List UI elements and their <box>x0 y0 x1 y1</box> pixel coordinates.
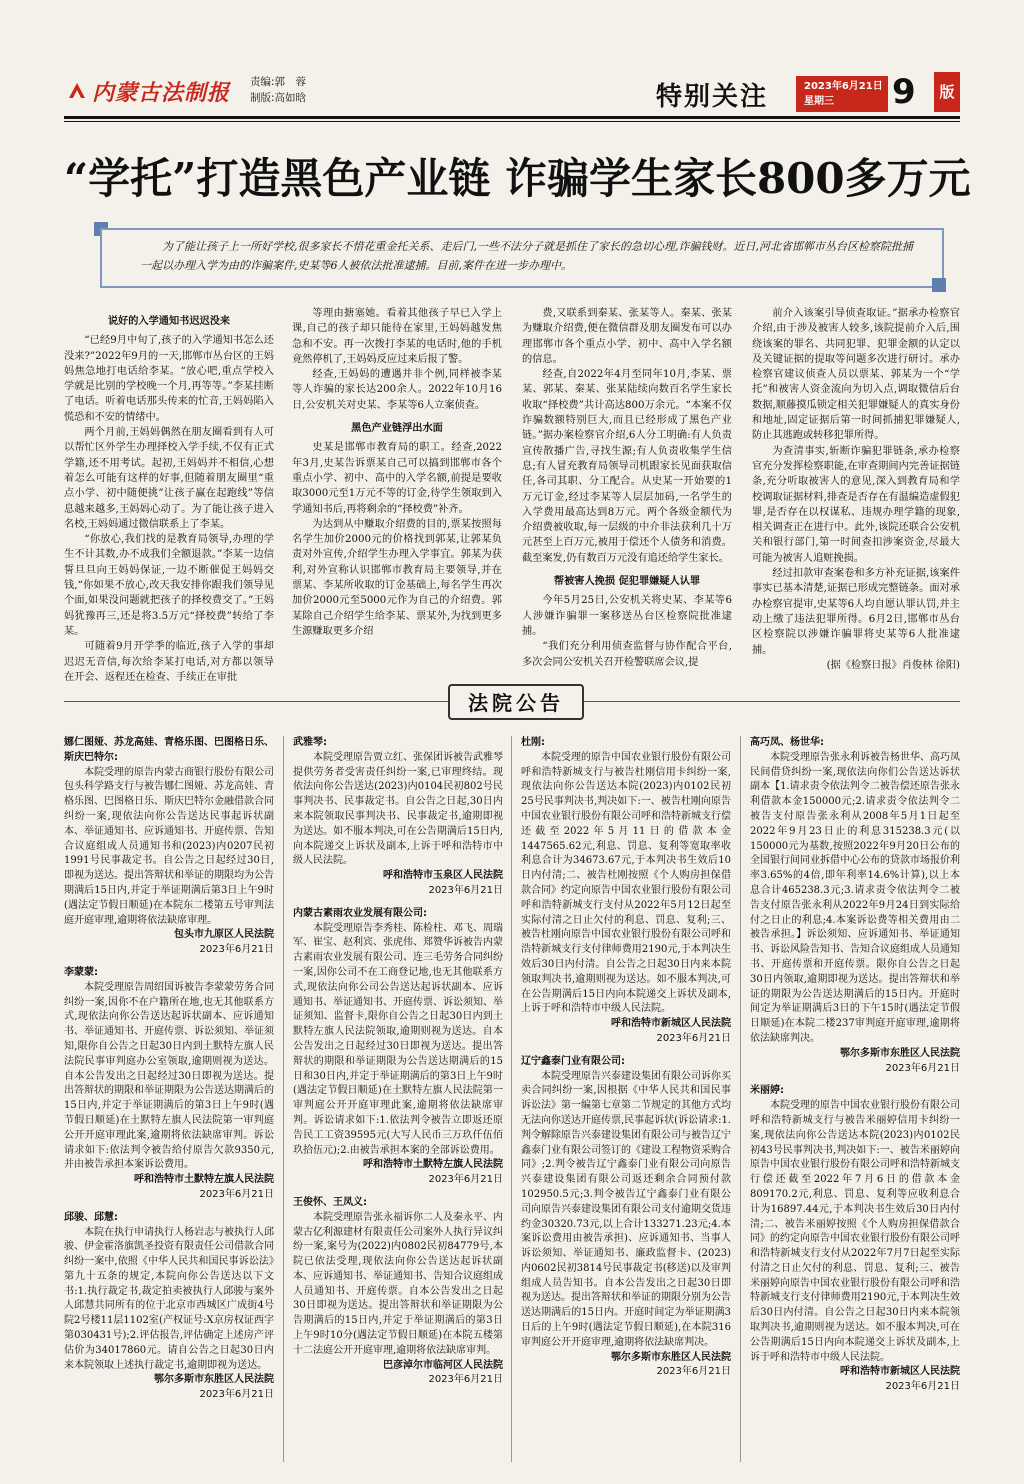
notice-body: 本院受理原告兴泰建设集团有限公司诉你买卖合同纠纷一案,因根据《中华人民共和国民事诉讼法》第一编第七章第二节规定的其他方式均无法向你送达开庭传票,民事起诉状(诉讼请求:1.判令解除原告兴泰建设集团有限公司与被告辽宁鑫泰门业有限公司签订的《建设工程物资采购合同》;2.判令被告辽宁鑫泰门业有限公司向原告兴泰建设集团有限公司返还剩余合同预付款102950.5元;3.判令被告辽宁鑫泰门业有限公司向原告兴泰建设集团有限公司支付逾期交货违约金30320.73元,以上合计133271.23元;4.本案诉讼费用由被告承担)、应诉通知书、当事人诉讼须知、举证通知书、廉政监督卡、(2023)内0602民初3814号民事裁定书(移送)以及审判组成人员告知书。自本公告发出之日起30日即视为送达。提出答辩状和举证的期限分别为公告送达期满后的15日内。开庭时间定为举证期满3日后的上午9时(遇法定节假日顺延),在本院316审判庭公开开庭审理,逾期将依法缺席判决。 <box>521 1070 731 1348</box>
article-paragraph: 经过扣款审查案卷和多方补充证据,该案件事实已基本清楚,证据已形成完整链条。面对承办检察官提审,史某等6人均自愿认罪认罚,并主动上缴了违法犯罪所得。6月2日,邯郸市丛台区检察院以涉嫌诈骗罪将史某等6人批准逮捕。 <box>752 568 960 656</box>
notice-body: 本院受理原告张永利诉被告杨世华、高巧凤民间借贷纠纷一案,现依法向你们公告送达诉状副本【1.请求责令依法判令二被告偿还原告张永利借款本金150000元;2.请求责令依法判令二被告支付原告张永利从2008年5月1日起至2022年9月23日止的利息315238.3元(以150000元为基数,按照2022年9月20日公布的全国银行间同业拆借中心公布的贷款市场报价利率3.65%的4倍,即年利率14.6%计算),以上本息合计465238.3元;3.请求责令依法判令二被告支付原告张永利从2022年9月24日到实际给付之日止的利息;4.本案诉讼费等相关费用由二被告承担。】诉讼须知、应诉通知书、举证通知书、诉讼风险告知书、告知合议庭组成人员通知书、开庭传票和开庭传票。限你自公告之日起30日内领取,逾期即视为送达。提出答辩状和举证的期限为公告送达期满后的15日内。开庭时间定为举证期满后3日的下午15时(遇法定节假日顺延)在本院二楼237审判庭开庭审理,逾期将依法缺席判决。 <box>750 751 960 1044</box>
notice-addressee: 高巧凤、杨世华: <box>750 737 824 748</box>
notice-body: 本院在执行申请执行人杨岩志与被执行人邱骏、伊金霍洛旗凯圣投资有限责任公司借款合同纠纷一案中,依照《中华人民共和国民事诉讼法》第九十五条的规定,本院向你公告送达以下文书:1.执行裁定书,裁定拍卖被执行人邱骏与案外人邱慧共同所有的位于北京市西城区广成街4号院2号楼11层1102室(产权证号:X京房权证西字第030431号);2.评估报告,评估确定上述房产评估价为34017860元。请自公告之日起30日内来本院领取上述执行裁定书,逾期即视为送达。 <box>64 1226 274 1371</box>
court-notice <box>521 736 731 1047</box>
producer-credit: 制版:高如晗 <box>250 92 307 104</box>
article-paragraph: 前介入该案引导侦查取证。”据承办检察官介绍,由于涉及被害人较多,该院提前介入后,围绕该案的罪名、共同犯罪、犯罪金额的认定以及关键证据的提取等问题多次进行研讨。承办检察官建议侦查人员以票某、郭某为一个“学托”和被害人资金流向为切入点,调取微信后台数据,顺藤摸瓜锁定相关犯罪嫌疑人的真实身份和地址,固定证据后第一时间抓捕犯罪嫌疑人,防止其逃跑或转移犯罪所得。 <box>752 308 960 442</box>
article-paragraph: 为查清事实,斩断诈骗犯罪链条,承办检察官充分发挥检察职能,在审查期间内完善证据链条,充分听取被害人的意见,深入到教育局和学校调取证据材料,排查是否存在有温编造虚假犯罪,是否存在以权谋私、违规办理学籍的现象,相关调查正在进行中。此外,该院还联合公安机关和银行部门,第一时间查扣涉案资金,尽最大可能为被害人追赃挽损。 <box>752 445 960 564</box>
column-divider <box>511 736 512 1462</box>
notice-column-4 <box>750 736 960 1462</box>
section-name: 特别关注 <box>656 82 769 112</box>
article-column-3 <box>522 306 732 668</box>
article-lead: 为了能让孩子上一所好学校,很多家长不惜花重金托关系、走后门,一些不法分子就是抓住了家长的急切心理,诈骗钱财。近日,河北省邯郸市丛台区检察院批捕一起以办理入学为由的诈骗案件,史某等6人被依法批准逮捕。目前,案件在进一步办理中。 <box>140 240 913 272</box>
notice-court: 鄂尔多斯市东胜区人民法院 <box>611 1351 731 1363</box>
article-paragraph: 等理由搪塞她。看着其他孩子早已入学上课,自己的孩子却只能待在家里,王妈妈越发焦急和不安。再一次拨打李某的电话时,他的手机竟然停机了,王妈妈反应过来后报了警。 <box>292 308 502 365</box>
article-column-2 <box>292 306 502 658</box>
notice-addressee: 内蒙古素雨农业发展有限公司: <box>293 907 427 919</box>
notice-court: 呼和浩特市玉泉区人民法院 <box>383 870 503 882</box>
header-rule <box>64 116 960 119</box>
section-subheading: 帮被害人挽损 促犯罪嫌疑人认罪 <box>553 576 701 588</box>
credits <box>250 74 306 106</box>
notice-date: 2023年6月21日 <box>656 1366 731 1378</box>
editor-credit: 责编:郭 蓉 <box>250 76 307 88</box>
article-paragraph: 史某是邯郸市教育局的职工。经查,2022年3月,史某告诉票某自己可以搞到邯郸市各个重点小学、初中、高中的入学名额,前提是要收取3000元至1万元不等的订金,待学生领取到入学通知书后,再将剩余的“择校费”补齐。 <box>292 442 502 515</box>
notice-addressee: 娜仁图娅、苏龙高娃、青格乐图、巴图格日乐、斯庆巴特尔: <box>64 737 274 763</box>
notice-column-1 <box>64 736 274 1462</box>
notice-date: 2023年6月21日 <box>199 1389 274 1401</box>
newspaper-logo <box>66 74 241 108</box>
notice-body: 本院受理的原告内蒙古商银行股份有限公司包头科学路支行与被告娜仁图娅、苏龙高娃、青格乐图、巴图格日乐、斯庆巴特尔金融借款合同纠纷一案,现依法向你公告送达民事起诉状副本、举证通知书、应诉通知书、开庭传票、告知合议庭组成人员通知书和(2023)内0207民初1991号民事裁定书。自公告之日起经过30日,即视为送达。提出答辩状和举证的期限均为公告期满后15日内,并定于举证期满后第3日上午9时(遇法定节假日顺延)在本院东二楼第五号审判法庭开庭审理,逾期将依法缺席审理。 <box>64 766 274 926</box>
court-notice <box>64 1211 274 1403</box>
notice-court: 包头市九原区人民法院 <box>174 929 274 941</box>
article-column-1 <box>64 306 274 683</box>
notice-date: 2023年6月21日 <box>428 1374 503 1386</box>
notice-addressee: 辽宁鑫泰门业有限公司: <box>521 1055 625 1067</box>
section-subheading: 黑色产业链浮出水面 <box>351 423 443 435</box>
court-notice <box>64 736 274 958</box>
court-notice <box>293 907 503 1188</box>
article-paragraph: “我们充分利用侦查监督与协作配合平台,多次会同公安机关召开检警联席会议,提 <box>522 641 732 668</box>
notice-column-3 <box>521 736 731 1462</box>
notice-court: 呼和浩特市新城区人民法院 <box>611 1018 731 1030</box>
notice-date: 2023年6月21日 <box>885 1381 960 1393</box>
article-paragraph: 两个月前,王妈妈偶然在朋友圈看到有人可以帮忙区外学生办理择校入学手续,不仅有正式学籍,还不用考试。起初,王妈妈并不相信,心想着怎么可能有这样的好事,但随着朋友圈里“重点小学、初中随便挑”让孩子赢在起跑线”等信息越来越多,王妈妈心动了。为了能让孩子进入名校,王妈妈通过微信联系上了李某。 <box>64 427 274 530</box>
notice-body: 本院受理原告张永福诉你二人及秦永平、内蒙古亿利源建材有限责任公司案外人执行异议纠纷一案,案号为(2022)内0802民初84779号,本院已依法受理,现依法向你公告送达起诉状副本、应诉通知书、举证通知书、告知合议庭组成人员通知书、开庭传票。自本公告发出之日起30日即视为送达。提出答辩状和举证期限为公告期满后的15日内,并定于举证期满后的第3日上午9时10分(遇法定节假日顺延)在本院五楼第十二法庭公开开庭审理,逾期将依法缺席审判。 <box>293 1211 503 1356</box>
notice-addressee: 李蒙蒙: <box>64 966 98 978</box>
notice-addressee: 米丽婷: <box>750 1085 784 1097</box>
court-notice <box>293 1196 503 1388</box>
article-paragraph: 经查,王妈妈的遭遇并非个例,同样被李某等人诈骗的家长达200余人。2022年10月16日,公安机关对史某、李某等6人立案侦查。 <box>292 369 502 411</box>
article-paragraph: 可随着9月开学季的临近,孩子入学的事却迟迟无音信,每次给李某打电话,对方都以领导在开会、返程还在检查、手续正在审批 <box>64 641 274 683</box>
article-source: (据《检察日报》肖俊林 徐阳) <box>826 659 960 671</box>
court-notice <box>293 736 503 899</box>
article-column-4 <box>752 306 960 671</box>
notice-addressee: 武雅琴: <box>293 737 327 748</box>
article-paragraph: 经查,自2022年4月至同年10月,李某、票某、郭某、秦某、张某陆续向数百名学生家长收取“择校费”共计高达800万余元。“本案不仅诈骗数额特别巨大,而且已经形成了黑色产业链。”据办案检察官介绍,6人分工明确:有人负责宣传散播广告,寻找生源;有人负责收集学生信息;有人冒充教育局领导司机跟家长见面获取信任,各司其职、分工配合。从史某一开始要的1万元订金,经过李某等人层层加码,一名学生的入学费用最高达到8万元。两个各级金额代为介绍费被收取,每一层级的中介非法获利几十万元甚至上百万元,被用于偿还个人债务和消费。截至案发,仍有数百万元没有追还给学生家长。 <box>522 369 732 564</box>
lead-corner-decoration <box>932 278 946 292</box>
article-paragraph: 费,又联系到秦某、张某等人。秦某、张某为赚取介绍费,便在微信群及朋友圈发布可以办理邯郸市各个重点小学、初中、高中入学名额的信息。 <box>522 308 732 365</box>
article-paragraph: 为达到从中赚取介绍费的目的,票某按照每名学生加价2000元的价格找到郭某,让郭某负责对外宣传,介绍学生办理入学事宜。郭某为获利,对外宣称认识邯郸市教育局主要领导,并在票某、李某所收取的订金基础上,每名学生再次加价2000元至5000元作为自己的介绍费。郭某除自己介绍学生给李某、票某外,为找到更多生源赚取更多介绍 <box>292 518 502 637</box>
date-box <box>796 76 888 112</box>
notice-date: 2023年6月21日 <box>428 884 503 896</box>
article-paragraph: 今年5月25日,公安机关将史某、李某等6人涉嫌诈骗罪一案移送丛台区检察院批准逮捕。 <box>522 595 732 637</box>
notice-body: 本院受理的原告中国农业银行股份有限公司呼和浩特新城支行与被告米丽婷信用卡纠纷一案,现依法向你公告送达本院(2023)内0102民初43号民事判决书,判决如下:一、被告米丽婷向原告中国农业银行股份有限公司呼和浩特新城支行偿还截至2022年7月6日的借款本金809170.2元,利息、罚息、复利等应收利息合计为16897.44元,于本判决书生效后30日内付清;二、被告米丽婷按照《个人购房担保借款合同》的约定向原告中国农业银行股份有限公司呼和浩特新城支行支付从2022年7月7日起至实际付清之日止欠付的利息、罚息、复利;三、被告米丽婷向原告中国农业银行股份有限公司呼和浩特新城支行支付律师费用2190元,于本判决生效后30日内付清。自公告之日起30日内来本院领取判决书,逾期则视为送达。如不服本判决,可在公告期满后15日内向本院递交上诉状及副本,上诉于呼和浩特市中级人民法院。 <box>750 1100 960 1363</box>
notice-date: 2023年6月21日 <box>885 1062 960 1074</box>
notice-court: 鄂尔多斯市东胜区人民法院 <box>840 1047 960 1059</box>
notice-addressee: 王俊怀、王凤义: <box>293 1196 367 1208</box>
court-notice <box>521 1055 731 1381</box>
article-paragraph: “已经9月中旬了,孩子的入学通知书怎么还没来?”2022年9月的一天,邯郸市丛台区的王妈妈焦急地打电话给李某。“放心吧,重点学校入学就是比别的学校晚一个月,再等等。”李某挂断了电话。听着电话那头传来的忙音,王妈妈陷入慌恐和不安的情绪中。 <box>64 335 274 423</box>
notice-court: 巴彦淖尔市临河区人民法院 <box>383 1359 503 1371</box>
article-paragraph: “你放心,我们找的是教育局领导,办理的学生不计其数,办不成我们全额退款。”李某一边信誓旦旦向王妈妈保证,一边不断催促王妈妈交钱,“你如果不放心,改天我安排你跟我们领导见个面,如果没问题就把孩子的择校费交了。”王妈妈犹豫再三,还是将3.5万元“择校费”转给了李某。 <box>64 534 274 637</box>
header-rule-thin <box>64 121 960 122</box>
notice-body: 本院受理原告贾立红、张保团诉被告武雅琴提供劳务者受害责任纠纷一案,已审理终结。现依法向你公告送达(2023)内0104民初802号民事判决书、民事裁定书。自公告之日起,30日内来本院领取民事判决书、民事裁定书,逾期即视为送达。如不服本判决,可在公告期满后15日内,向本院递交上诉状及副本,上诉于呼和浩特市中级人民法院。 <box>293 751 503 867</box>
logo-emblem-icon <box>66 80 88 102</box>
logo-text: 内蒙古法制报 <box>92 79 231 106</box>
notice-court: 呼和浩特市土默特左旗人民法院 <box>363 1159 503 1171</box>
court-notice <box>750 736 960 1076</box>
court-notice-banner: 法院公告 <box>448 684 584 720</box>
notice-court: 呼和浩特市新城区人民法院 <box>840 1366 960 1378</box>
notice-body: 本院受理原告周绍国诉被告李蒙蒙劳务合同纠纷一案,因你不在户籍所在地,也无其他联系方式,现依法向你公告送达起诉状副本、应诉通知书、举证通知书、开庭传票、诉讼须知、举证须知,限你自公告之日起30日内到土默特左旗人民法院民事审判庭办公室领取,逾期则视为送达。自本公告发出之日起经过30日即视为送达。提出答辩状的期限和举证期限为公告送达期满后的15日内,并定于举证期满后的第3日上午9时(遇节假日顺延)在土默特左旗人民法院第一审判庭公开开庭审理此案,逾期将依法缺席审判。诉讼请求如下:依法判令被告给付原告欠款9350元,并由被告承担本案诉讼费用。 <box>64 981 274 1171</box>
notice-column-2 <box>293 736 503 1462</box>
notice-date: 2023年6月21日 <box>656 1032 731 1044</box>
page-number: 9 <box>892 72 916 112</box>
issue-date: 2023年6月21日 <box>804 81 883 92</box>
notice-date: 2023年6月21日 <box>428 1174 503 1186</box>
issue-weekday: 星期三 <box>804 96 834 107</box>
court-notice <box>750 1084 960 1395</box>
page-suffix: 版 <box>934 72 960 112</box>
column-divider <box>283 736 284 1462</box>
article-headline: “学托”打造黑色产业链 诈骗学生家长800多万元 <box>64 154 971 203</box>
notice-date: 2023年6月21日 <box>199 944 274 956</box>
notice-court: 呼和浩特市土默特左旗人民法院 <box>134 1174 274 1186</box>
notice-body: 本院受理原告李秀桂、陈检柱、邓飞、周瑞军、崔宝、赵利宾、张虎伟、郑赞华诉被告内蒙古素雨农业发展有限公司、连三毛劳务合同纠纷一案,因你公司不在工商登记地,也无其他联系方式,现依法向你公司公告送达起诉状副本、应诉通知书、举证通知书、开庭传票、诉讼须知、举证须知、监督卡,限你自公告之日起30日内到土默特左旗人民法院领取,逾期则视为送达。自本公告发出之日起经过30日即视为送达。提出答辩状的期限和举证期限为公告送达期满后的15日和30日内,并定于举证期满后的第3日上午9时(遇法定节假日顺延)在土默特左旗人民法院第一审判庭公开开庭审理此案,逾期将依法缺席审判。诉讼请求如下:1.依法判令被告立即返还原告民工工资39595元(大写人民币三万玖仟伍佰玖拾伍元);2.由被告承担本案的全部诉讼费用。 <box>293 922 503 1156</box>
notice-addressee: 杜刚: <box>521 737 545 748</box>
court-notice <box>64 966 274 1203</box>
notice-date: 2023年6月21日 <box>199 1188 274 1200</box>
column-divider <box>740 736 741 1462</box>
notice-court: 鄂尔多斯市东胜区人民法院 <box>154 1374 274 1386</box>
notice-addressee: 邱骏、邱慧: <box>64 1211 118 1223</box>
section-subheading: 说好的入学通知书迟迟没来 <box>107 316 231 327</box>
notice-body: 本院受理的原告中国农业银行股份有限公司呼和浩特新城支行与被告杜刚信用卡纠纷一案,现依法向你公告送达本院(2023)内0102民初25号民事判决书,判决如下:一、被告杜刚向原告中国农业银行股份有限公司呼和浩特新城支行偿还截至2022年5月11日的借款本金1447565.62元,利息、罚息、复利等宽取率收利息合计为34673.67元,于本判决书生效后10日内付清;二、被告杜刚按照《个人购房担保借款合同》约定向原告中国农业银行股份有限公司呼和浩特新城支行支付从2022年5月12日起至实际付清之日止欠付的利息、罚息、复利;三、被告杜刚向原告中国农业银行股份有限公司呼和浩特新城支行支付律师费用2190元,于本判决生效后30日内付清。自公告之日起30日内来本院领取判决书,逾期则视为送达。如不服本判决,可在公告期满后15日内向本院递交上诉状及副本,上诉于呼和浩特市中级人民法院。 <box>521 751 731 1015</box>
